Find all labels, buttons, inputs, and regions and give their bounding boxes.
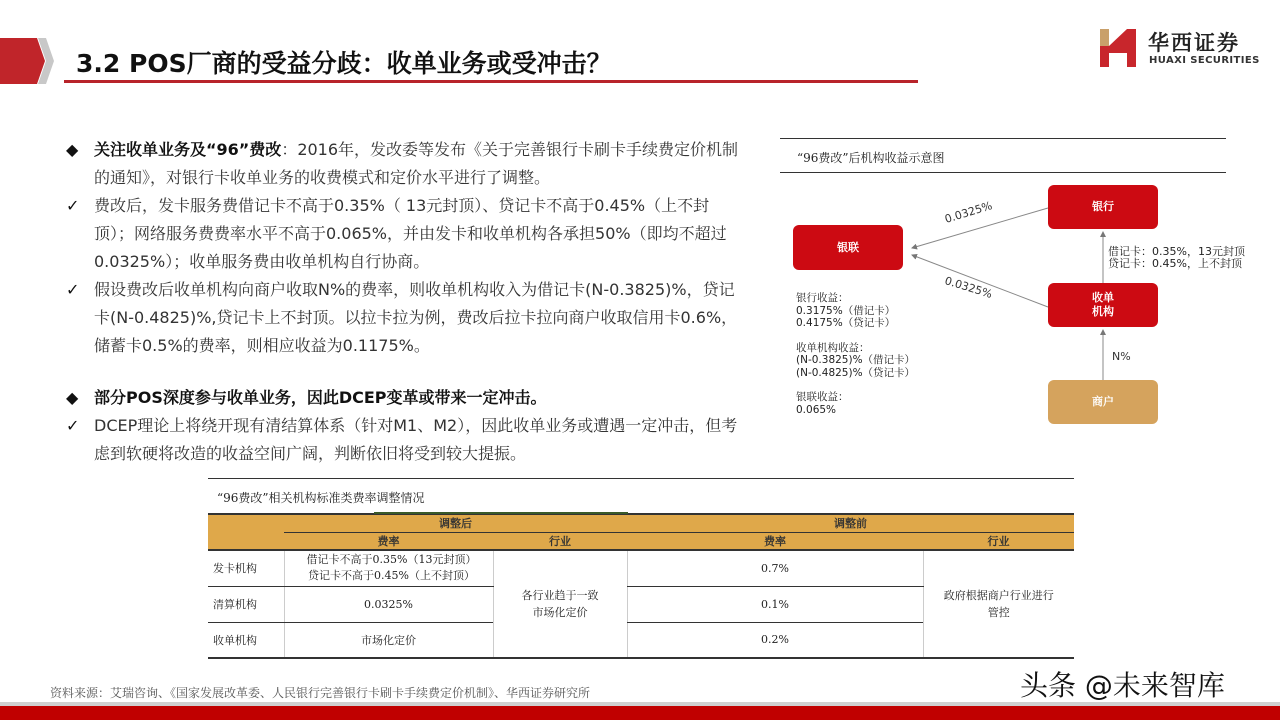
watermark: 头条 @未来智库 (1020, 669, 1225, 702)
diamond-bullet-icon: ◆ (66, 388, 79, 407)
header-accent-block (0, 38, 37, 84)
node-unionpay (793, 225, 903, 270)
bullet-96-fee-reform (66, 136, 746, 192)
company-logo (1100, 27, 1270, 71)
huaxi-logo-icon (1100, 29, 1136, 67)
after-rate-credit: 贷记卡不高于0.45%（上不封顶） (308, 569, 475, 583)
group-header-before: 调整前 (627, 514, 1074, 532)
table-title: “96费改”相关机构标准类费率调整情况 (217, 491, 425, 505)
table-rule-top (208, 478, 1074, 479)
edge-label-bank-unionpay: 0.0325% (943, 199, 994, 226)
check-item (66, 192, 746, 276)
col-header-before-rate: 费率 (627, 532, 923, 550)
bullet-heading: 部分POS深度参与收单业务，因此DCEP变革或带来一定冲击。 (94, 388, 547, 407)
corner-cell (208, 532, 284, 550)
revenue-label: 银行收益： (796, 292, 849, 304)
group-header-after: 调整后 (284, 514, 627, 532)
logo-chinese-name: 华西证券 (1148, 30, 1240, 55)
after-industry (493, 550, 627, 658)
before-industry-line: 政府根据商户行业进行 (943, 589, 1054, 602)
before-rate: 0.2% (627, 622, 923, 658)
logo-english-name: HUAXI SECURITIES (1149, 55, 1260, 66)
revenue-label: 银联收益： (796, 391, 849, 403)
edge-label-merchant-acquirer: N% (1112, 350, 1131, 363)
after-industry-line: 市场化定价 (532, 606, 588, 619)
after-rate-debit: 借记卡不高于0.35%（13元封顶） (306, 553, 477, 567)
col-header-after-industry: 行业 (493, 532, 627, 550)
row-name: 收单机构 (208, 622, 284, 658)
after-rate: 市场化定价 (284, 622, 493, 658)
node-label-line2: 机构 (1092, 305, 1114, 318)
node-label: 银联 (837, 240, 859, 254)
row-name: 清算机构 (208, 586, 284, 622)
revenue-label: 收单机构收益： (796, 341, 870, 354)
page-title: 3.2 POS厂商的受益分歧：收单业务或受冲击？ (76, 49, 612, 78)
edge-label-acquirer-bank (1108, 246, 1245, 270)
revenue-acquirer (796, 342, 915, 380)
check-item (66, 276, 746, 360)
node-merchant (1048, 380, 1158, 424)
before-rate: 0.1% (627, 586, 923, 622)
revenue-value: 0.065% (796, 403, 837, 416)
node-acquirer (1048, 283, 1158, 327)
after-rate (284, 550, 493, 586)
debit-card-fee: 借记卡：0.35%，13元封顶 (1108, 245, 1245, 258)
figure-title: “96费改”后机构收益示意图 (797, 151, 945, 165)
diamond-bullet-icon: ◆ (66, 140, 79, 159)
col-header-before-industry: 行业 (923, 532, 1074, 550)
table-accent-line (374, 512, 628, 514)
figure-rule-bottom (780, 172, 1226, 173)
revenue-value: 0.4175%（贷记卡） (796, 317, 896, 329)
corner-cell (208, 514, 284, 532)
revenue-bank (796, 292, 915, 330)
title-underline (64, 80, 918, 83)
revenue-value: (N-0.4825)%（贷记卡） (796, 366, 916, 379)
node-label-line1: 收单 (1092, 291, 1114, 304)
before-industry-line: 管控 (987, 606, 1010, 619)
node-label: 银行 (1092, 200, 1114, 213)
before-rate: 0.7% (627, 550, 923, 586)
bullet-heading: 关注收单业务及“96”费改 (94, 140, 282, 159)
table-row (208, 550, 1074, 586)
bullet-body: ：2016年，发改委等发布《关于完善银行卡刷卡手续费定价机制的通知》，对银行卡收单业务的收费模式和定价水平进行了调整。 (94, 140, 739, 187)
footer-red-band (0, 706, 1280, 720)
col-header-after-rate: 费率 (284, 532, 493, 550)
check-text: 假设费改后收单机构向商户收取N%的费率，则收单机构收入为借记卡(N-0.3825)%，贷记卡(N-0.4825)%,贷记卡上不封顶。以拉卡拉为例，费改后拉卡拉向商户收取信用卡0.6%，储蓄卡0.5%的费率，则相应收益为0.1175%。 (94, 280, 738, 355)
revenue-unionpay (796, 391, 915, 416)
row-name: 发卡机构 (208, 550, 284, 586)
key-points (66, 136, 746, 468)
check-icon: ✓ (66, 416, 80, 435)
edge-label-acquirer-unionpay: 0.0325% (943, 274, 994, 301)
source-note: 资料来源：艾瑞咨询、《国家发展改革委、人民银行完善银行卡刷卡手续费定价机制》、华西证券研究所 (50, 686, 591, 700)
revenue-summary (796, 292, 915, 428)
after-rate: 0.0325% (284, 586, 493, 622)
node-label: 商户 (1092, 395, 1114, 408)
check-text: DCEP理论上将绕开现有清结算体系（针对M1、M2），因此收单业务或遭遇一定冲击，但考虑到软硬将改造的收益空间广阔，判断依旧将受到较大提振。 (94, 416, 738, 463)
figure-rule-top (780, 138, 1226, 139)
before-industry (923, 550, 1074, 658)
check-text: 费改后，发卡服务费借记卡不高于0.35%（ 13元封顶）、贷记卡不高于0.45%（上不封顶）；网络服务费费率水平不高于0.065%，并由发卡和收单机构各承担50%（即均不超过0.0325%）；收单服务费由收单机构自行协商。 (94, 196, 727, 271)
check-item (66, 412, 746, 468)
check-icon: ✓ (66, 196, 80, 215)
bullet-dcep-impact (66, 384, 746, 412)
fee-adjustment-table (208, 513, 1074, 659)
node-bank (1048, 185, 1158, 229)
check-icon: ✓ (66, 280, 80, 299)
revenue-value: (N-0.3825)%（借记卡） (796, 354, 916, 366)
credit-card-fee: 贷记卡：0.45%，上不封顶 (1108, 257, 1242, 270)
after-industry-line: 各行业趋于一致 (521, 589, 599, 602)
revenue-value: 0.3175%（借记卡） (796, 304, 896, 317)
